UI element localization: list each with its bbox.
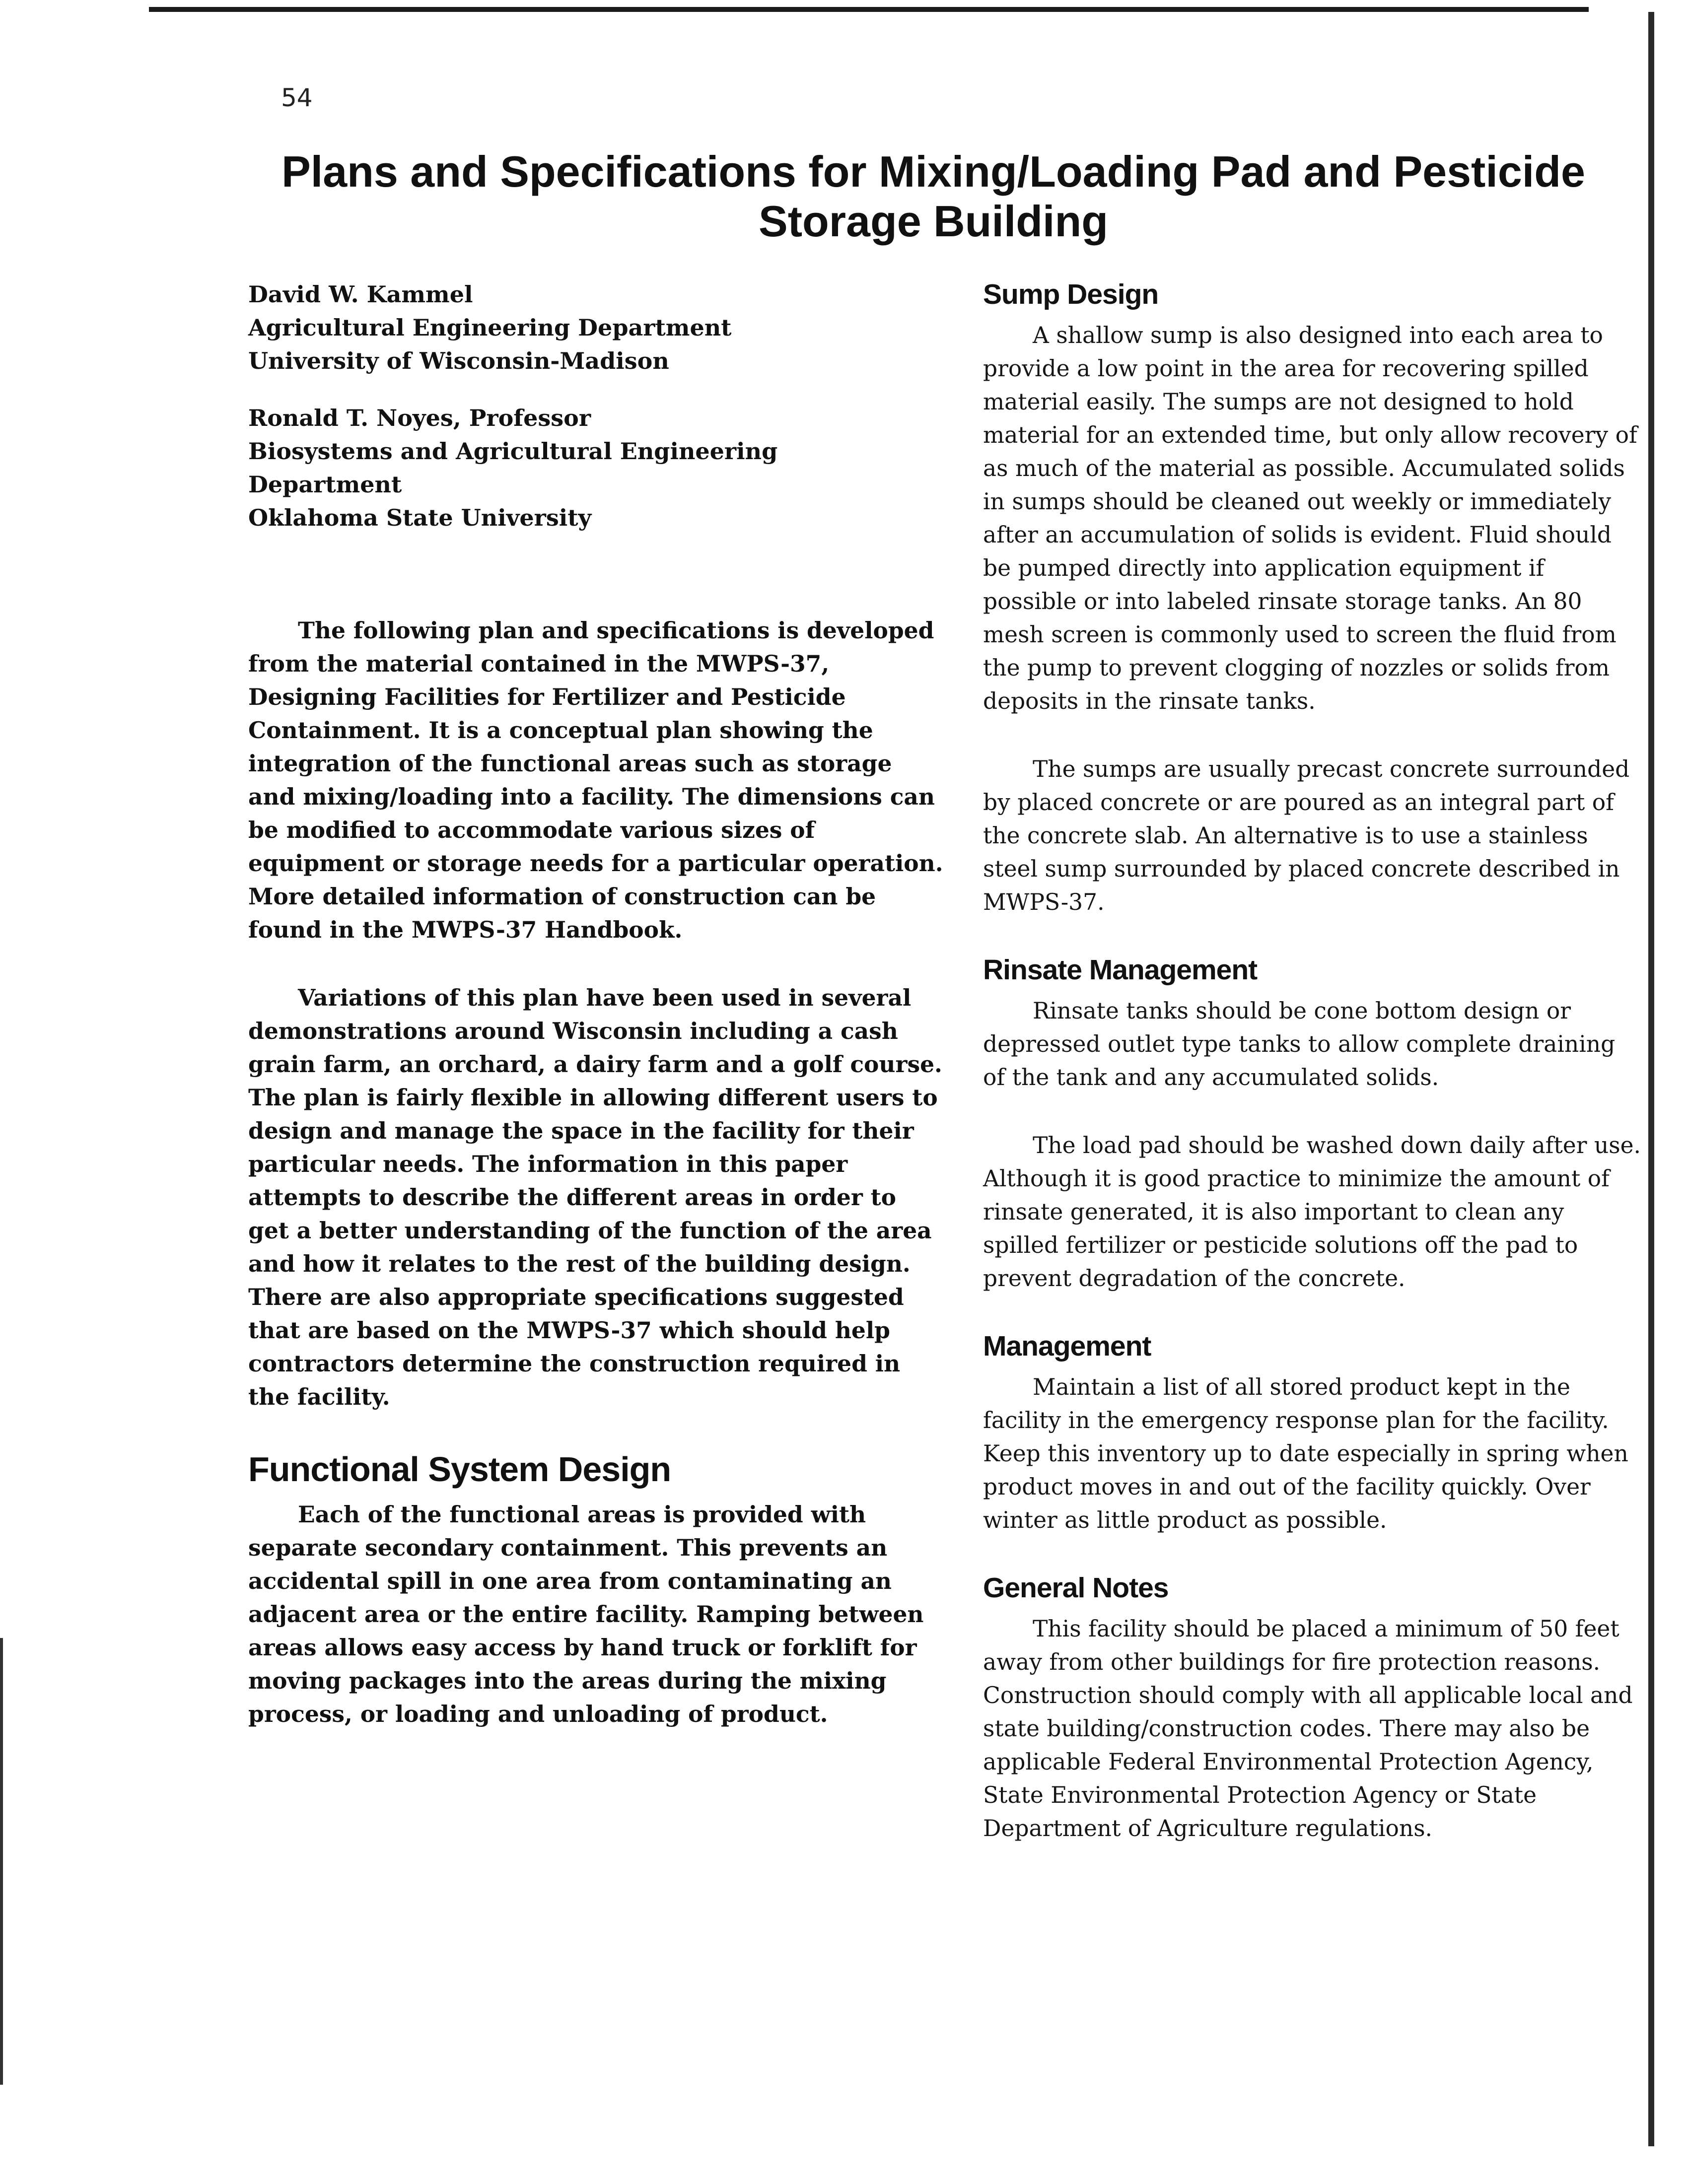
section-heading-general-notes: General Notes <box>983 1572 1169 1604</box>
author-affiliation-line: Oklahoma State University <box>248 504 592 531</box>
section-heading-rinsate: Rinsate Management <box>983 954 1258 986</box>
section-heading-sump: Sump Design <box>983 278 1159 310</box>
author-name: David W. Kammel <box>248 281 473 308</box>
scan-edge-left <box>0 1638 3 2085</box>
scan-edge-top <box>149 7 1589 12</box>
management-paragraph: Maintain a list of all stored product kept in the facility in the emergency response plan for the facility. Keep this inventory up to date especially in spring when product moves in and out of the facility quickly. Over winter as little product as possible. <box>983 1374 1628 1533</box>
author-2 <box>248 402 943 535</box>
section-heading-management: Management <box>983 1330 1151 1362</box>
author-affiliation-line: Department <box>248 471 402 498</box>
rinsate-paragraph: Rinsate tanks should be cone bottom design or depressed outlet type tanks to allow complete draining of the tank and any accumulated solids. <box>983 998 1616 1091</box>
right-column <box>983 278 1643 1880</box>
author-1 <box>248 278 943 378</box>
author-block <box>248 278 943 535</box>
author-name: Ronald T. Noyes, Professor <box>248 405 591 431</box>
page-title: Plans and Specifications for Mixing/Loading Pad and Pesticide Storage Building <box>281 147 1585 246</box>
sump-paragraph: A shallow sump is also designed into each area to provide a low point in the area for recovering spilled material easily. The sumps are not designed to hold material for an extended time, but only allow recovery of as much of the material as possible. Accumulated solids in sumps should be cleaned out weekly or immediately after an accumulation of solids is evident. Fluid should be pumped directly into application equipment if possible or into labeled rinsate storage tanks. An 80 mesh screen is commonly used to screen the fluid from the pump to prevent clogging of nozzles or solids from deposits in the rinsate tanks. <box>983 322 1637 714</box>
author-affiliation-line: Agricultural Engineering Department <box>248 314 732 341</box>
author-affiliation-line: University of Wisconsin-Madison <box>248 347 669 374</box>
page-number: 54 <box>281 83 313 112</box>
general-notes-paragraph: This facility should be placed a minimum of 50 feet away from other buildings for fire protection reasons. Construction should comply with all applicable local and state building/construction codes. There may also be applicable Federal Environmental Protection Agency, State Environmental Protection Agency or State Department of Agriculture regulations. <box>983 1616 1633 1842</box>
functional-paragraph: Each of the functional areas is provided with separate secondary containment. This prevents an accidental spill in one area from contaminating an adjacent area or the entire facility. Ramping between areas allows easy access by hand truck or forklift for moving packages into the areas during the mixing process, or loading and unloading of product. <box>248 1501 924 1727</box>
intro-paragraph: The following plan and specifications is developed from the material contained in the MWPS-37, Designing Facilities for Fertilizer and Pesticide Containment. It is a conceptual plan showing the integration of the functional areas such as storage and mixing/loading into a facility. The dimensions can be modified to accommodate various sizes of equipment or storage needs for a particular operation. More detailed information of construction can be found in the MWPS-37 Handbook. <box>248 617 943 943</box>
section-heading-functional: Functional System Design <box>248 1450 671 1489</box>
rinsate-paragraph: The load pad should be washed down daily after use. Although it is good practice to minimize the amount of rinsate generated, it is also important to clean any spilled fertilizer or pesticide solutions off the pad to prevent degradation of the concrete. <box>983 1132 1641 1292</box>
sump-paragraph: The sumps are usually precast concrete surrounded by placed concrete or are poured as an integral part of the concrete slab. An alternative is to use a stainless steel sump surrounded by placed concrete described in MWPS-37. <box>983 756 1630 915</box>
author-affiliation-line: Biosystems and Agricultural Engineering <box>248 438 778 465</box>
scan-edge-right <box>1648 12 1654 2146</box>
left-column <box>248 278 943 1766</box>
intro-paragraph: Variations of this plan have been used in several demonstrations around Wisconsin including a cash grain farm, an orchard, a dairy farm and a golf course. The plan is fairly flexible in allowing different users to design and manage the space in the facility for their particular needs. The information in this paper attempts to describe the different areas in order to get a better understanding of the function of the area and how it relates to the rest of the building design. There are also appropriate specifications suggested that are based on the MWPS-37 which should help contractors determine the construction required in the facility. <box>248 984 942 1410</box>
